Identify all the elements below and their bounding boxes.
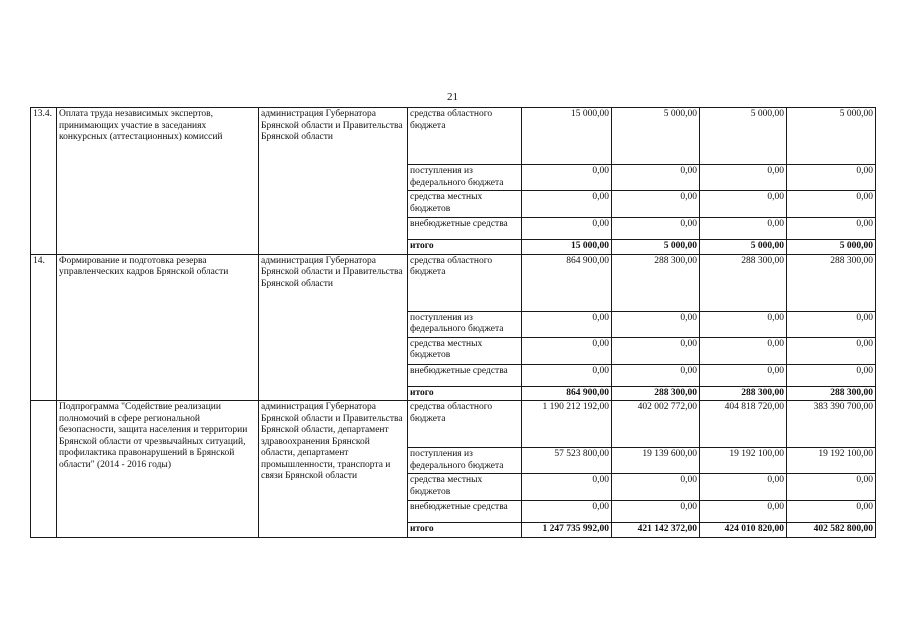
amount-y2: 404 818 720,00 [700, 401, 787, 448]
amount-y1: 0,00 [612, 337, 700, 364]
amount-total: 0,00 [522, 364, 612, 386]
funding-source: внебюджетные средства [408, 364, 522, 386]
section-title: Подпрограмма "Содействие реализации полномочий в сфере региональной безопасности, защита населения и территории Брянской области от чрезвычайных ситуаций, профилактика правонарушений в Брянской области" (2014 - 2016 годы) [57, 401, 259, 538]
table-row [31, 254, 876, 311]
funding-source: итого [408, 240, 522, 255]
table-row [31, 401, 876, 448]
amount-y2: 0,00 [700, 337, 787, 364]
amount-total: 1 190 212 192,00 [522, 401, 612, 448]
amount-y3: 383 390 700,00 [787, 401, 876, 448]
amount-total: 1 247 735 992,00 [522, 523, 612, 538]
amount-y1: 0,00 [612, 165, 700, 191]
section-title: Оплата труда независимых экспертов, принимающих участие в заседаниях конкурсных (аттестационных) комиссий [57, 108, 259, 255]
funding-source: средства местных бюджетов [408, 337, 522, 364]
amount-total: 0,00 [522, 165, 612, 191]
amount-y3: 288 300,00 [787, 254, 876, 311]
amount-y3: 0,00 [787, 218, 876, 240]
table-row [31, 108, 876, 165]
amount-total: 0,00 [522, 474, 612, 501]
amount-total: 0,00 [522, 191, 612, 218]
amount-y2: 0,00 [700, 364, 787, 386]
amount-total: 57 523 800,00 [522, 448, 612, 474]
amount-y3: 5 000,00 [787, 240, 876, 255]
funding-source: итого [408, 523, 522, 538]
amount-y3: 0,00 [787, 337, 876, 364]
amount-y2: 0,00 [700, 191, 787, 218]
amount-y1: 0,00 [612, 311, 700, 337]
amount-y2: 5 000,00 [700, 108, 787, 165]
amount-y1: 288 300,00 [612, 254, 700, 311]
amount-y3: 19 192 100,00 [787, 448, 876, 474]
amount-total: 15 000,00 [522, 240, 612, 255]
section-index: 14. [31, 254, 57, 401]
amount-y1: 0,00 [612, 191, 700, 218]
table-body [31, 108, 876, 538]
amount-y1: 5 000,00 [612, 108, 700, 165]
section-index [31, 401, 57, 538]
amount-y1: 0,00 [612, 474, 700, 501]
amount-y3: 288 300,00 [787, 386, 876, 401]
amount-y3: 5 000,00 [787, 108, 876, 165]
funding-source: средства местных бюджетов [408, 474, 522, 501]
amount-y3: 0,00 [787, 474, 876, 501]
amount-y1: 5 000,00 [612, 240, 700, 255]
amount-y2: 0,00 [700, 218, 787, 240]
funding-source: средства областного бюджета [408, 254, 522, 311]
amount-total: 0,00 [522, 218, 612, 240]
amount-y3: 0,00 [787, 191, 876, 218]
amount-y1: 19 139 600,00 [612, 448, 700, 474]
funding-source: средства областного бюджета [408, 108, 522, 165]
amount-y1: 402 002 772,00 [612, 401, 700, 448]
amount-total: 0,00 [522, 311, 612, 337]
funding-source: средства местных бюджетов [408, 191, 522, 218]
amount-y3: 402 582 800,00 [787, 523, 876, 538]
budget-table [30, 107, 876, 538]
amount-y1: 0,00 [612, 364, 700, 386]
funding-source: средства областного бюджета [408, 401, 522, 448]
funding-source: поступления из федерального бюджета [408, 165, 522, 191]
funding-source: внебюджетные средства [408, 218, 522, 240]
amount-y1: 0,00 [612, 501, 700, 523]
amount-y2: 5 000,00 [700, 240, 787, 255]
amount-y1: 421 142 372,00 [612, 523, 700, 538]
amount-y3: 0,00 [787, 165, 876, 191]
section-executor: администрация Губернатора Брянской области и Правительства Брянской области [259, 108, 408, 255]
amount-y1: 0,00 [612, 218, 700, 240]
amount-y1: 288 300,00 [612, 386, 700, 401]
amount-total: 864 900,00 [522, 254, 612, 311]
amount-total: 0,00 [522, 337, 612, 364]
amount-y2: 0,00 [700, 474, 787, 501]
amount-y2: 0,00 [700, 311, 787, 337]
amount-y2: 424 010 820,00 [700, 523, 787, 538]
funding-source: поступления из федерального бюджета [408, 448, 522, 474]
section-executor: администрация Губернатора Брянской области и Правительства Брянской области [259, 254, 408, 401]
section-executor: администрация Губернатора Брянской области и Правительства Брянской области, департамент здравоохранения Брянской области, департамент промышленности, транспорта и связи Брянской области [259, 401, 408, 538]
page-number: 21 [447, 91, 458, 103]
amount-y2: 19 192 100,00 [700, 448, 787, 474]
amount-total: 0,00 [522, 501, 612, 523]
amount-y2: 288 300,00 [700, 386, 787, 401]
section-title: Формирование и подготовка резерва управленческих кадров Брянской области [57, 254, 259, 401]
section-index: 13.4. [31, 108, 57, 255]
amount-y2: 0,00 [700, 501, 787, 523]
amount-y2: 0,00 [700, 165, 787, 191]
amount-y3: 0,00 [787, 364, 876, 386]
funding-source: итого [408, 386, 522, 401]
funding-source: поступления из федерального бюджета [408, 311, 522, 337]
amount-y2: 288 300,00 [700, 254, 787, 311]
amount-y3: 0,00 [787, 311, 876, 337]
amount-total: 864 900,00 [522, 386, 612, 401]
amount-total: 15 000,00 [522, 108, 612, 165]
funding-source: внебюджетные средства [408, 501, 522, 523]
amount-y3: 0,00 [787, 501, 876, 523]
